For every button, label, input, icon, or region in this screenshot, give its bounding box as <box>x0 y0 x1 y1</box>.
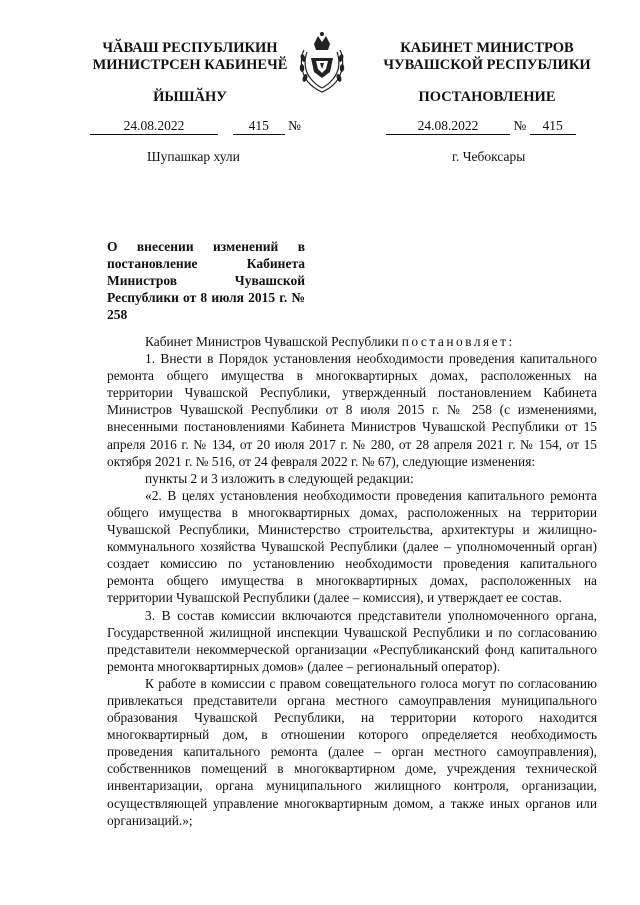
right-date-number <box>386 118 576 135</box>
left-number-sign: № <box>288 118 302 133</box>
header-right-line1: КАБИНЕТ МИНИСТРОВ <box>400 40 574 56</box>
chuvash-emblem-icon <box>294 28 350 96</box>
right-number: 415 <box>530 118 576 135</box>
paragraph-2: пункты 2 и 3 изложить в следующей редакции: <box>145 470 414 486</box>
paragraph-5: К работе в комиссии с правом совещательного голоса могут по согласованию привлекаться представители органа местного самоуправления муниципального образования Чувашской Республики, на территории которого находится многоквартирный дом, в отношении которого определяется необходимость проведения капитального ремонта (далее – орган местного самоуправления), собственников помещений в многоквартирном доме, учреждения технической инвентаризации, органа муниципального жилищного контроля, организации, осуществляющей управление многоквартирным домом, а также иных органов или организаций.»; <box>107 675 597 828</box>
intro-paragraph <box>107 333 597 350</box>
intro-verb: постановляет: <box>401 334 515 349</box>
paragraph-4: 3. В состав комиссии включаются представители уполномоченного органа, Государственной жилищной инспекции Чувашской Республики и по согласованию представители некоммерческой организации «Республиканский фонд капитального ремонта многоквартирных домов» (далее – региональный оператор). <box>107 607 597 674</box>
header-left <box>80 40 300 74</box>
left-date: 24.08.2022 <box>90 118 218 135</box>
document-body <box>107 333 597 829</box>
header-left-line1: ЧӐВАШ РЕСПУБЛИКИН <box>102 40 278 56</box>
right-number-sign: № <box>513 118 527 133</box>
header-left-line2: МИНИСТРСЕН КАБИНЕЧӖ <box>92 57 288 73</box>
paragraph-3: «2. В целях установления необходимости проведения капитального ремонта общего имущества в многоквартирных домах, расположенных на территории Чувашской Республики, Министерство строительства, архитектуры и жилищно-коммунального хозяйства Чувашской Республики (далее – уполномоченный орган) создает комиссию по установлению необходимости проведения капитального ремонта общего имущества в многоквартирных домах, расположенных на территории Чувашской Республики (далее – комиссия), и утверждает ее состав. <box>107 487 597 606</box>
header-right <box>377 40 597 74</box>
paragraph-1: 1. Внести в Порядок установления необходимости проведения капитального ремонта общего имущества в многоквартирных домах, расположенных на территории Чувашской Республики, утвержденный постановлением Кабинета Министров Чувашской Республики от 8 июля 2015 г. № 258 (с изменениями, внесенными постановлениями Кабинета Министров Чувашской Республики от 15 апреля 2016 г. № 134, от 20 июля 2017 г. № 280, от 28 апреля 2021 г. № 154, от 15 октября 2021 г. № 516, от 24 февраля 2022 г. № 67), следующие изменения: <box>107 351 597 469</box>
left-number: 415 <box>233 118 285 135</box>
right-city: г. Чебоксары <box>452 149 526 164</box>
header-right-kind: ПОСТАНОВЛЕНИЕ <box>418 89 556 105</box>
header-right-line2: ЧУВАШСКОЙ РЕСПУБЛИКИ <box>383 57 591 73</box>
intro-text: Кабинет Министров Чувашской Республики <box>145 334 399 349</box>
left-city: Шупашкар хули <box>147 149 240 164</box>
right-date: 24.08.2022 <box>386 118 510 135</box>
document-title: О внесении изменений в постановление Кабинета Министров Чувашской Республики от 8 июля 2015 г. № 258 <box>107 239 305 322</box>
header-left-kind: ЙЫШӐНУ <box>153 89 227 105</box>
left-date-number <box>90 118 301 135</box>
